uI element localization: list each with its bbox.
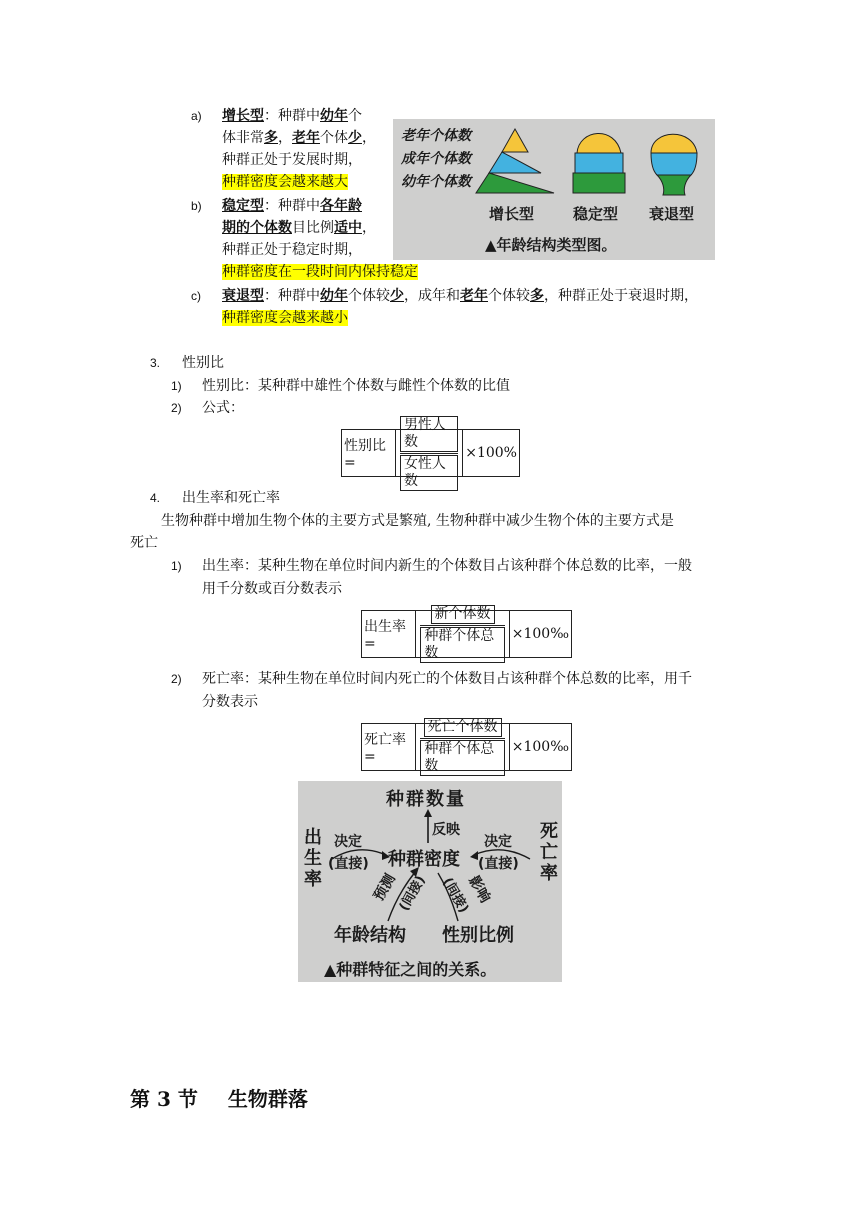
urn-declining-bottom [657,175,691,195]
population-relation-figure [298,781,562,982]
label-indirect-left: (间接) [396,873,429,914]
list-marker: a) [191,109,202,123]
figure-caption: ▲年龄结构类型图。 [485,236,617,254]
bell-stable-top [577,133,621,153]
label-direct-right: (直接) [478,856,519,872]
numerator: 新个体数 [431,605,495,624]
denominator: 种群个体总数 [420,740,504,776]
death-rate-definition: 死亡率：某种生物在单位时间内死亡的个体数目占该种群个体总数的比率，用千 [202,671,692,687]
item-text: 公式： [202,400,244,416]
pyramid-growth-top [502,129,528,152]
type-name: 稳定型 [222,198,264,214]
birth-rate-definition: 出生率：某种生物在单位时间内新生的个体数目占该种群个体总数的比率，一般 [202,558,692,574]
heading-number: 第 3 节 [130,1087,198,1111]
node-birth-rate: 出生率 [304,827,322,890]
item-number: 1) [171,379,182,393]
item-number: 1) [171,559,182,573]
node-sex-ratio: 性别比例 [442,925,514,946]
age-structure-figure [393,119,715,260]
item-number: 2) [171,401,182,415]
type-name: 增长型 [222,108,264,124]
numerator: 男性人数 [400,416,458,452]
label-influence: 影响 [465,873,494,906]
node-death-rate: 死亡率 [540,821,558,884]
node-age-structure: 年龄结构 [334,925,406,946]
age-labels: 老年个体数 成年个体数 幼年个体数 [401,128,471,190]
highlight-text: 种群密度会越来越大 [222,174,348,190]
urn-declining-top [651,134,697,153]
item-text: 性别比：某种群中雄性个体数与雌性个体数的比值 [202,378,510,394]
pyramid-growth-bottom [476,173,554,193]
label-decide-left: 决定 [334,834,362,850]
paragraph: 生物种群中增加生物个体的主要方式是繁殖, 生物种群中减少生物个体的主要方式是 [161,513,674,529]
numerator: 死亡个体数 [424,718,502,737]
label-indirect-right: (间接) [439,875,472,916]
bell-stable-bottom [573,173,625,193]
type-name: 衰退型 [222,288,264,304]
figure-caption: ▲种群特征之间的关系。 [324,960,497,979]
label-predict: 预测 [370,871,399,904]
highlight-text: 种群密度会越来越小 [222,310,348,326]
type-label-declining: 衰退型 [649,205,695,223]
section-title: 出生率和死亡率 [182,490,280,506]
urn-declining-middle [651,153,697,175]
type-label-growth: 增长型 [489,205,535,223]
item-number: 2) [171,672,182,686]
section-heading [130,1083,308,1112]
denominator: 种群个体总数 [420,627,504,663]
denominator: 女性人数 [400,455,458,491]
list-marker: b) [191,199,202,213]
highlight-text: 种群密度在一段时间内保持稳定 [222,264,418,280]
heading-title: 生物群落 [227,1087,308,1111]
section-title: 性别比 [182,355,224,371]
section-number: 4. [150,491,161,505]
list-marker: c) [191,289,201,303]
relation-arrows [298,781,562,982]
node-population-density: 种群密度 [388,849,460,870]
label-direct-left: (直接) [328,856,369,872]
bell-stable-middle [575,153,623,173]
label-reflect: 反映 [432,822,460,838]
pyramid-growth-middle [489,152,541,173]
sex-ratio-formula: 性别比= $\frac{\text{男性人数}}{\text{女性人数}}$ ×100% [341,429,520,477]
node-population-size: 种群数量 [386,789,466,810]
type-label-stable: 稳定型 [573,205,619,223]
death-rate-formula: 死亡率= $\frac{\text{死亡个体数}}{\text{种群个体总数}}$ ×100‰ [361,723,572,771]
label-decide-right: 决定 [484,834,512,850]
section-number: 3. [150,356,161,370]
birth-rate-formula: 出生率= $\frac{\text{新个体数}}{\text{种群个体总数}}$ ×100‰ [361,610,572,658]
